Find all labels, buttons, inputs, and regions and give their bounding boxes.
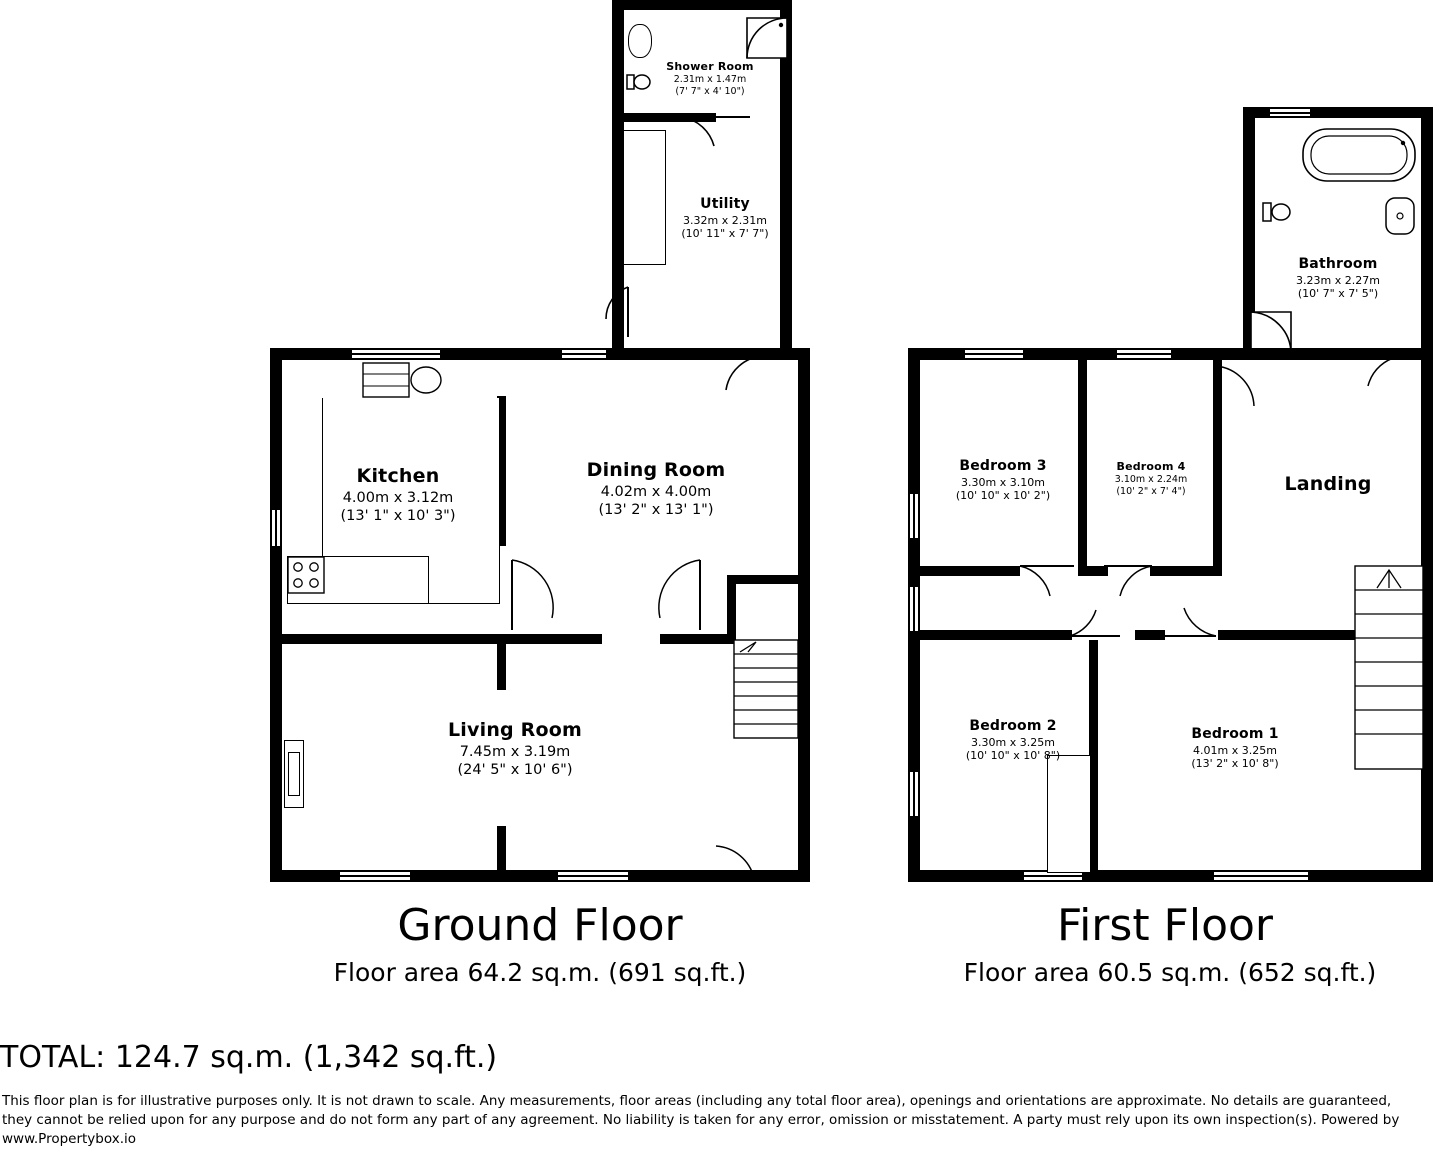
wall-segment [727,575,736,644]
door-swing-dining-hall [652,556,708,638]
room-label-bedroom-3: Bedroom 3 3.30m x 3.10m (10' 10" x 10' 2") [955,458,1051,503]
door-swing-bedroom-1 [1158,624,1220,664]
sink-icon [1384,196,1418,238]
door-swing-landing-bathroom [1350,352,1408,392]
window [338,870,412,882]
room-label-kitchen: Kitchen 4.00m x 3.12m (13' 1" x 10' 3") [340,465,456,524]
bathtub-icon [1302,128,1418,184]
wall-segment [727,575,799,584]
total-area: TOTAL: 124.7 sq.m. (1,342 sq.ft.) [0,1040,498,1075]
ground-floor-plan [0,0,850,900]
room-label-utility: Utility 3.32m x 2.31m (10' 11" x 7' 7") [681,196,769,241]
room-label-bathroom: Bathroom 3.23m x 2.27m (10' 7" x 7' 5") [1296,256,1380,301]
staircase-ground [734,640,800,740]
wall-segment [612,0,792,10]
window [963,348,1025,360]
room-label-bedroom-4: Bedroom 4 3.10m x 2.24m (10' 2" x 7' 4") [1114,460,1188,497]
wall-segment [798,348,810,882]
door-swing-bedroom-3 [1016,560,1080,600]
fireplace-hearth [288,752,300,796]
window [350,348,442,360]
window [908,585,920,633]
wall-segment [920,566,1020,576]
room-label-bedroom-2: Bedroom 2 3.30m x 3.25m (10' 10" x 10' 8") [965,718,1061,763]
door-swing-kitchen-dining [506,556,562,638]
wall-segment [1421,107,1433,360]
wall-segment [1150,566,1222,576]
door-swing-bathroom [1210,364,1264,422]
wall-segment [908,870,1433,882]
window [1212,870,1310,882]
window [1115,348,1173,360]
wall-segment [497,826,506,882]
room-label-shower-room: Shower Room 2.31m x 1.47m (7' 7" x 4' 10") [666,60,754,97]
door-swing-utility-side [606,285,646,345]
window [556,870,630,882]
wall-segment [497,634,506,690]
window [1268,107,1312,118]
first-floor-title: First Floor [1056,900,1274,951]
door-swing-bedroom-2 [1066,624,1124,664]
first-floor-area: Floor area 60.5 sq.m. (652 sq.ft.) [963,958,1377,987]
door-swing-shower-room [680,112,760,152]
door-swing-front [696,844,758,884]
sink-icon [628,24,652,58]
hob-icon [287,556,327,596]
room-label-living-room: Living Room 7.45m x 3.19m (24' 5" x 10' 6") [448,719,582,778]
wall-segment [920,630,1072,640]
ground-floor-area: Floor area 64.2 sq.m. (691 sq.ft.) [333,958,747,987]
first-floor-plan [850,0,1433,900]
toilet-icon [1262,200,1296,234]
disclaimer-text: This floor plan is for illustrative purposes only. It is not drawn to scale. Any measurements, floor areas (including any total floor area), openings and orientations are approximate. No details are guaranteed, they cannot be relied upon for any purpose and do not form any part of any agreement. No liability is taken for any error, omission or misstatement. A party must rely upon its own inspection(s). Powered by www.Propertybox.io [2,1093,1400,1148]
wall-segment [270,348,282,882]
window [560,348,608,360]
sink-icon [362,362,444,400]
door-swing-bedroom-4 [1102,560,1158,600]
room-label-landing: Landing [1284,473,1372,495]
room-label-bedroom-1: Bedroom 1 4.01m x 3.25m (13' 2" x 10' 8") [1191,726,1279,771]
room-label-dining-room: Dining Room 4.02m x 4.00m (13' 2" x 13' 1") [586,459,726,518]
staircase-first [1355,566,1425,771]
cupboard [1047,755,1091,873]
ground-floor-title: Ground Floor [397,900,683,951]
wall-segment [1218,630,1358,640]
shower-tray-icon [745,16,789,60]
window [908,770,920,818]
